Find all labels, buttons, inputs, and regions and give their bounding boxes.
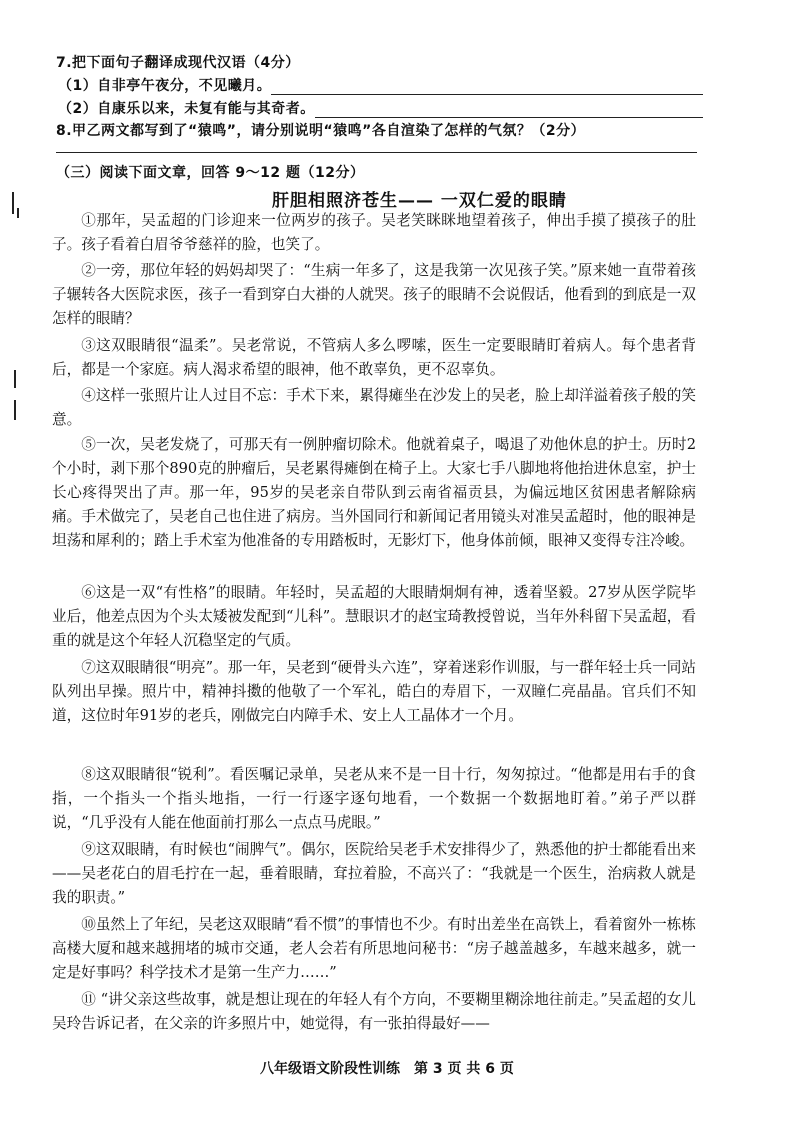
paragraph-3: ③这双眼睛很“温柔”。吴老常说，不管病人多么啰嗦，医生一定要眼睛盯着病人。每个患者背后，都是一个家庭。病人渴求希望的眼神，他不敢辜负，更不忍辜负。 — [52, 337, 696, 378]
page-footer: 八年级语文阶段性训练 第 3 页 共 6 页 — [260, 1061, 514, 1077]
margin-mark — [12, 192, 14, 214]
margin-mark — [14, 400, 16, 420]
margin-mark — [14, 370, 16, 388]
question-8: 8.甲乙两文都写到了“猿鸣”，请分别说明“猿鸣”各自渲染了怎样的气氛？（2分） — [56, 123, 586, 139]
question-7-2-text: （2）自康乐以来，未复有能与其奇者。 — [58, 101, 315, 117]
paragraph-11: ⑪ “讲父亲这些故事，就是想让现在的年轻人有个方向，不要糊里糊涂地往前走。”吴孟超的女儿吴玲告诉记者，在父亲的许多照片中，她觉得，有一张拍得最好—— — [52, 991, 696, 1032]
paragraph-5: ⑤一次，吴老发烧了，可那天有一例肿瘤切除术。他就着桌子，喝退了劝他休息的护士。历时2个小时，剥下那个890克的肿瘤后，吴老累得瘫倒在椅子上。大家七手八脚地将他抬进休息室，护士长心疼得哭出了声。那一年，95岁的吴老亲自带队到云南省福贡县，为偏远地区贫困患者解除病痛。手术做完了，吴老自己也住进了病房。当外国同行和新闻记者用镜头对准吴孟超时，他的眼神是坦荡和犀利的；踏上手术室为他准备的专用踏板时，无影灯下，他身体前倾，眼神又变得专注冷峻。 — [52, 436, 696, 549]
question-7-1 — [58, 75, 703, 95]
question-7-2 — [58, 98, 703, 118]
section-heading: （三）阅读下面文章，回答 9～12 题（12分） — [56, 165, 365, 181]
article-title: 肝胆相照济苍生—— 一双仁爱的眼睛 — [272, 191, 567, 211]
paragraph-7: ⑦这双眼睛很“明亮”。那一年，吴老到“硬骨头六连”，穿着迷彩作训服，与一群年轻士兵一同站队列出早操。照片中，精神抖擞的他敬了一个军礼，皓白的寿眉下，一双瞳仁亮晶晶。官兵们不知道，这位时年91岁的老兵，刚做完白内障手术、安上人工晶体才一个月。 — [52, 659, 696, 724]
paragraph-4: ④这样一张照片让人过目不忘：手术下来，累得瘫坐在沙发上的吴老，脸上却洋溢着孩子般的笑意。 — [52, 387, 696, 428]
paragraph-6: ⑥这是一双“有性格”的眼睛。年轻时，吴孟超的大眼睛炯炯有神，透着坚毅。27岁从医学院毕业后，他差点因为个头太矮被发配到“儿科”。慧眼识才的赵宝琦教授曾说，当年外科留下吴孟超，看重的就是这个年轻人沉稳坚定的气质。 — [52, 584, 696, 649]
answer-line[interactable] — [56, 152, 697, 153]
paragraph-1: ①那年，吴孟超的门诊迎来一位两岁的孩子。吴老笑眯眯地望着孩子，伸出手摸了摸孩子的肚子。孩子看着白眉爷爷慈祥的脸，也笑了。 — [52, 212, 696, 253]
answer-blank[interactable] — [271, 80, 703, 95]
question-7: 7.把下面句子翻译成现代汉语（4分） — [56, 55, 300, 71]
paragraph-8: ⑧这双眼睛很“锐利”。看医嘱记录单，吴老从来不是一目十行，匆匆掠过。“他都是用右手的食指，一个指头一个指头地指，一行一行逐字逐句地看，一个数据一个数据地盯着。”弟子严以群说，“几乎没有人能在他面前打那么一点点马虎眼。” — [52, 766, 696, 831]
paragraph-2: ②一旁，那位年轻的妈妈却哭了：“生病一年多了，这是我第一次见孩子笑。”原来她一直带着孩子辗转各大医院求医，孩子一看到穿白大褂的人就哭。孩子的眼睛不会说假话，他看到的到底是一双怎样的眼睛？ — [52, 262, 696, 327]
paragraph-10: ⑩虽然上了年纪，吴老这双眼睛“看不惯”的事情也不少。有时出差坐在高铁上，看着窗外一栋栋高楼大厦和越来越拥堵的城市交通，老人会若有所思地问秘书：“房子越盖越多，车越来越多，就一定是好事吗？科学技术才是第一生产力……” — [52, 916, 696, 981]
paragraph-9: ⑨这双眼睛，有时候也“闹脾气”。偶尔，医院给吴老手术安排得少了，熟悉他的护士都能看出来——吴老花白的眉毛拧在一起，垂着眼睛，耷拉着脸，不高兴了：“我就是一个医生，治病救人就是我的职责。” — [52, 841, 696, 906]
margin-mark — [17, 208, 19, 218]
question-7-1-text: （1）自非亭午夜分，不见曦月。 — [58, 78, 272, 94]
answer-blank[interactable] — [315, 103, 703, 118]
